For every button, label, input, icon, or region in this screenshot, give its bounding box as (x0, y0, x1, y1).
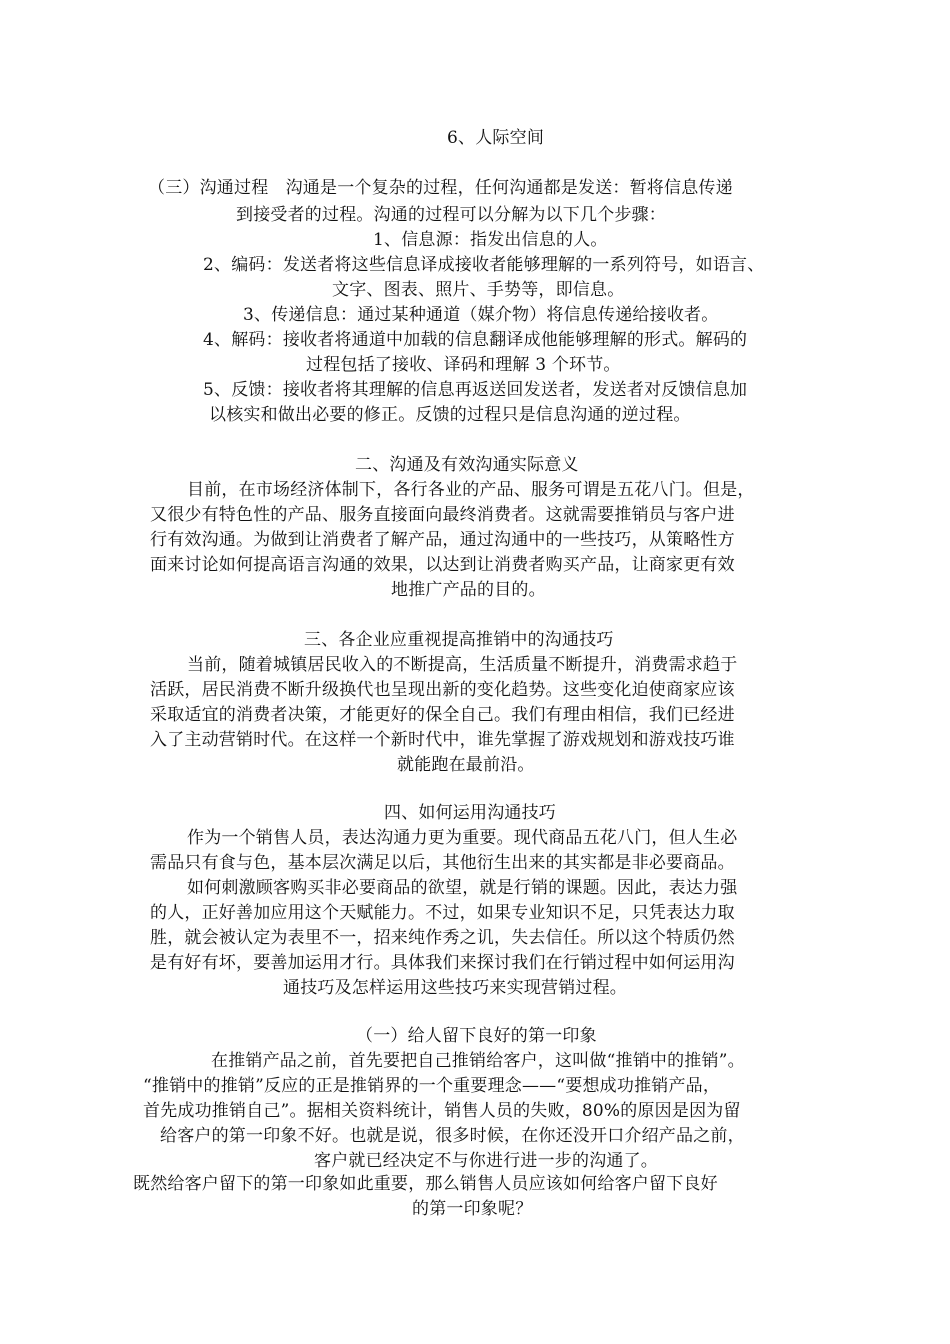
paragraph-line: 既然给客户留下的第一印象如此重要，那么销售人员应该如何给客户留下良好 (133, 1174, 718, 1194)
paragraph-line: 当前，随着城镇居民收入的不断提高，生活质量不断提升，消费需求趋于 (187, 655, 738, 675)
paragraph-line: 目前，在市场经济体制下，各行各业的产品、服务可谓是五花八门。但是， (187, 480, 755, 500)
paragraph-line: 如何刺激顾客购买非必要商品的欲望，就是行销的课题。因此，表达力强 (187, 878, 738, 898)
paragraph-line: 入了主动营销时代。在这样一个新时代中，谁先掌握了游戏规划和游戏技巧谁 (150, 730, 735, 750)
paragraph-line: 是有好有坏，要善加运用才行。具体我们来探讨我们在行销过程中如何运用沟 (150, 953, 735, 973)
list-item-line: 5、反馈：接收者将其理解的信息再返送回发送者，发送者对反馈信息加 (203, 380, 748, 400)
list-item-line: 1、信息源：指发出信息的人。 (373, 230, 608, 250)
paragraph-line: 就能跑在最前沿。 (397, 755, 535, 775)
paragraph-line: 通技巧及怎样运用这些技巧来实现营销过程。 (283, 978, 627, 998)
paragraph-line: 行有效沟通。为做到让消费者了解产品，通过沟通中的一些技巧，从策略性方 (150, 530, 735, 550)
paragraph-line: 在推销产品之前，首先要把自己推销给客户，这叫做“推销中的推销”。 (211, 1051, 745, 1071)
section-heading: 四、如何运用沟通技巧 (384, 803, 556, 823)
subsection-heading: （一）给人留下良好的第一印象 (356, 1026, 597, 1046)
section-title-interpersonal-space: 6、人际空间 (447, 128, 545, 148)
section-heading: 二、沟通及有效沟通实际意义 (355, 455, 579, 475)
paragraph-line: 的人，正好善加应用这个天赋能力。不过，如果专业知识不足，只凭表达力取 (150, 903, 735, 923)
section-heading: 三、各企业应重视提高推销中的沟通技巧 (304, 630, 614, 650)
paragraph-line: 需品只有食与色，基本层次满足以后，其他衍生出来的其实都是非必要商品。 (150, 853, 735, 873)
paragraph-line: 胜，就会被认定为表里不一，招来纯作秀之讥，失去信任。所以这个特质仍然 (150, 928, 735, 948)
paragraph-line: 到接受者的过程。沟通的过程可以分解为以下几个步骤： (236, 205, 666, 225)
paragraph-line: 首先成功推销自己”。据相关资料统计，销售人员的失败，80%的原因是因为留 (143, 1101, 741, 1121)
list-item-line: 文字、图表、照片、手势等，即信息。 (332, 280, 625, 300)
paragraph-line: “推销中的推销”反应的正是推销界的一个重要理念——“要想成功推销产品， (143, 1076, 721, 1096)
list-item-line: 以核实和做出必要的修正。反馈的过程只是信息沟通的逆过程。 (209, 405, 691, 425)
paragraph-line: 给客户的第一印象不好。也就是说，很多时候，在你还没开口介绍产品之前， (160, 1126, 745, 1146)
list-item-line: 2、编码：发送者将这些信息译成接收者能够理解的一系列符号，如语言、 (203, 255, 765, 275)
paragraph-line: （三）沟通过程 沟通是一个复杂的过程，任何沟通都是发送：暂将信息传递 (148, 178, 733, 198)
paragraph-line: 活跃，居民消费不断升级换代也呈现出新的变化趋势。这些变化迫使商家应该 (150, 680, 735, 700)
paragraph-line: 面来讨论如何提高语言沟通的效果，以达到让消费者购买产品，让商家更有效 (150, 555, 735, 575)
paragraph-line: 采取适宜的消费者决策，才能更好的保全自己。我们有理由相信，我们已经进 (150, 705, 735, 725)
list-item-line: 过程包括了接收、译码和理解 3 个环节。 (306, 355, 621, 375)
paragraph-line: 地推广产品的目的。 (391, 580, 546, 600)
paragraph-line: 客户就已经决定不与你进行进一步的沟通了。 (314, 1151, 658, 1171)
list-item-line: 3、传递信息：通过某种通道（媒介物）将信息传递给接收者。 (243, 305, 719, 325)
paragraph-line: 又很少有特色性的产品、服务直接面向最终消费者。这就需要推销员与客户进 (150, 505, 735, 525)
list-item-line: 4、解码：接收者将通道中加载的信息翻译成他能够理解的形式。解码的 (203, 330, 748, 350)
paragraph-line: 作为一个销售人员，表达沟通力更为重要。现代商品五花八门，但人生必 (187, 828, 738, 848)
paragraph-line: 的第一印象呢？ (412, 1199, 533, 1219)
